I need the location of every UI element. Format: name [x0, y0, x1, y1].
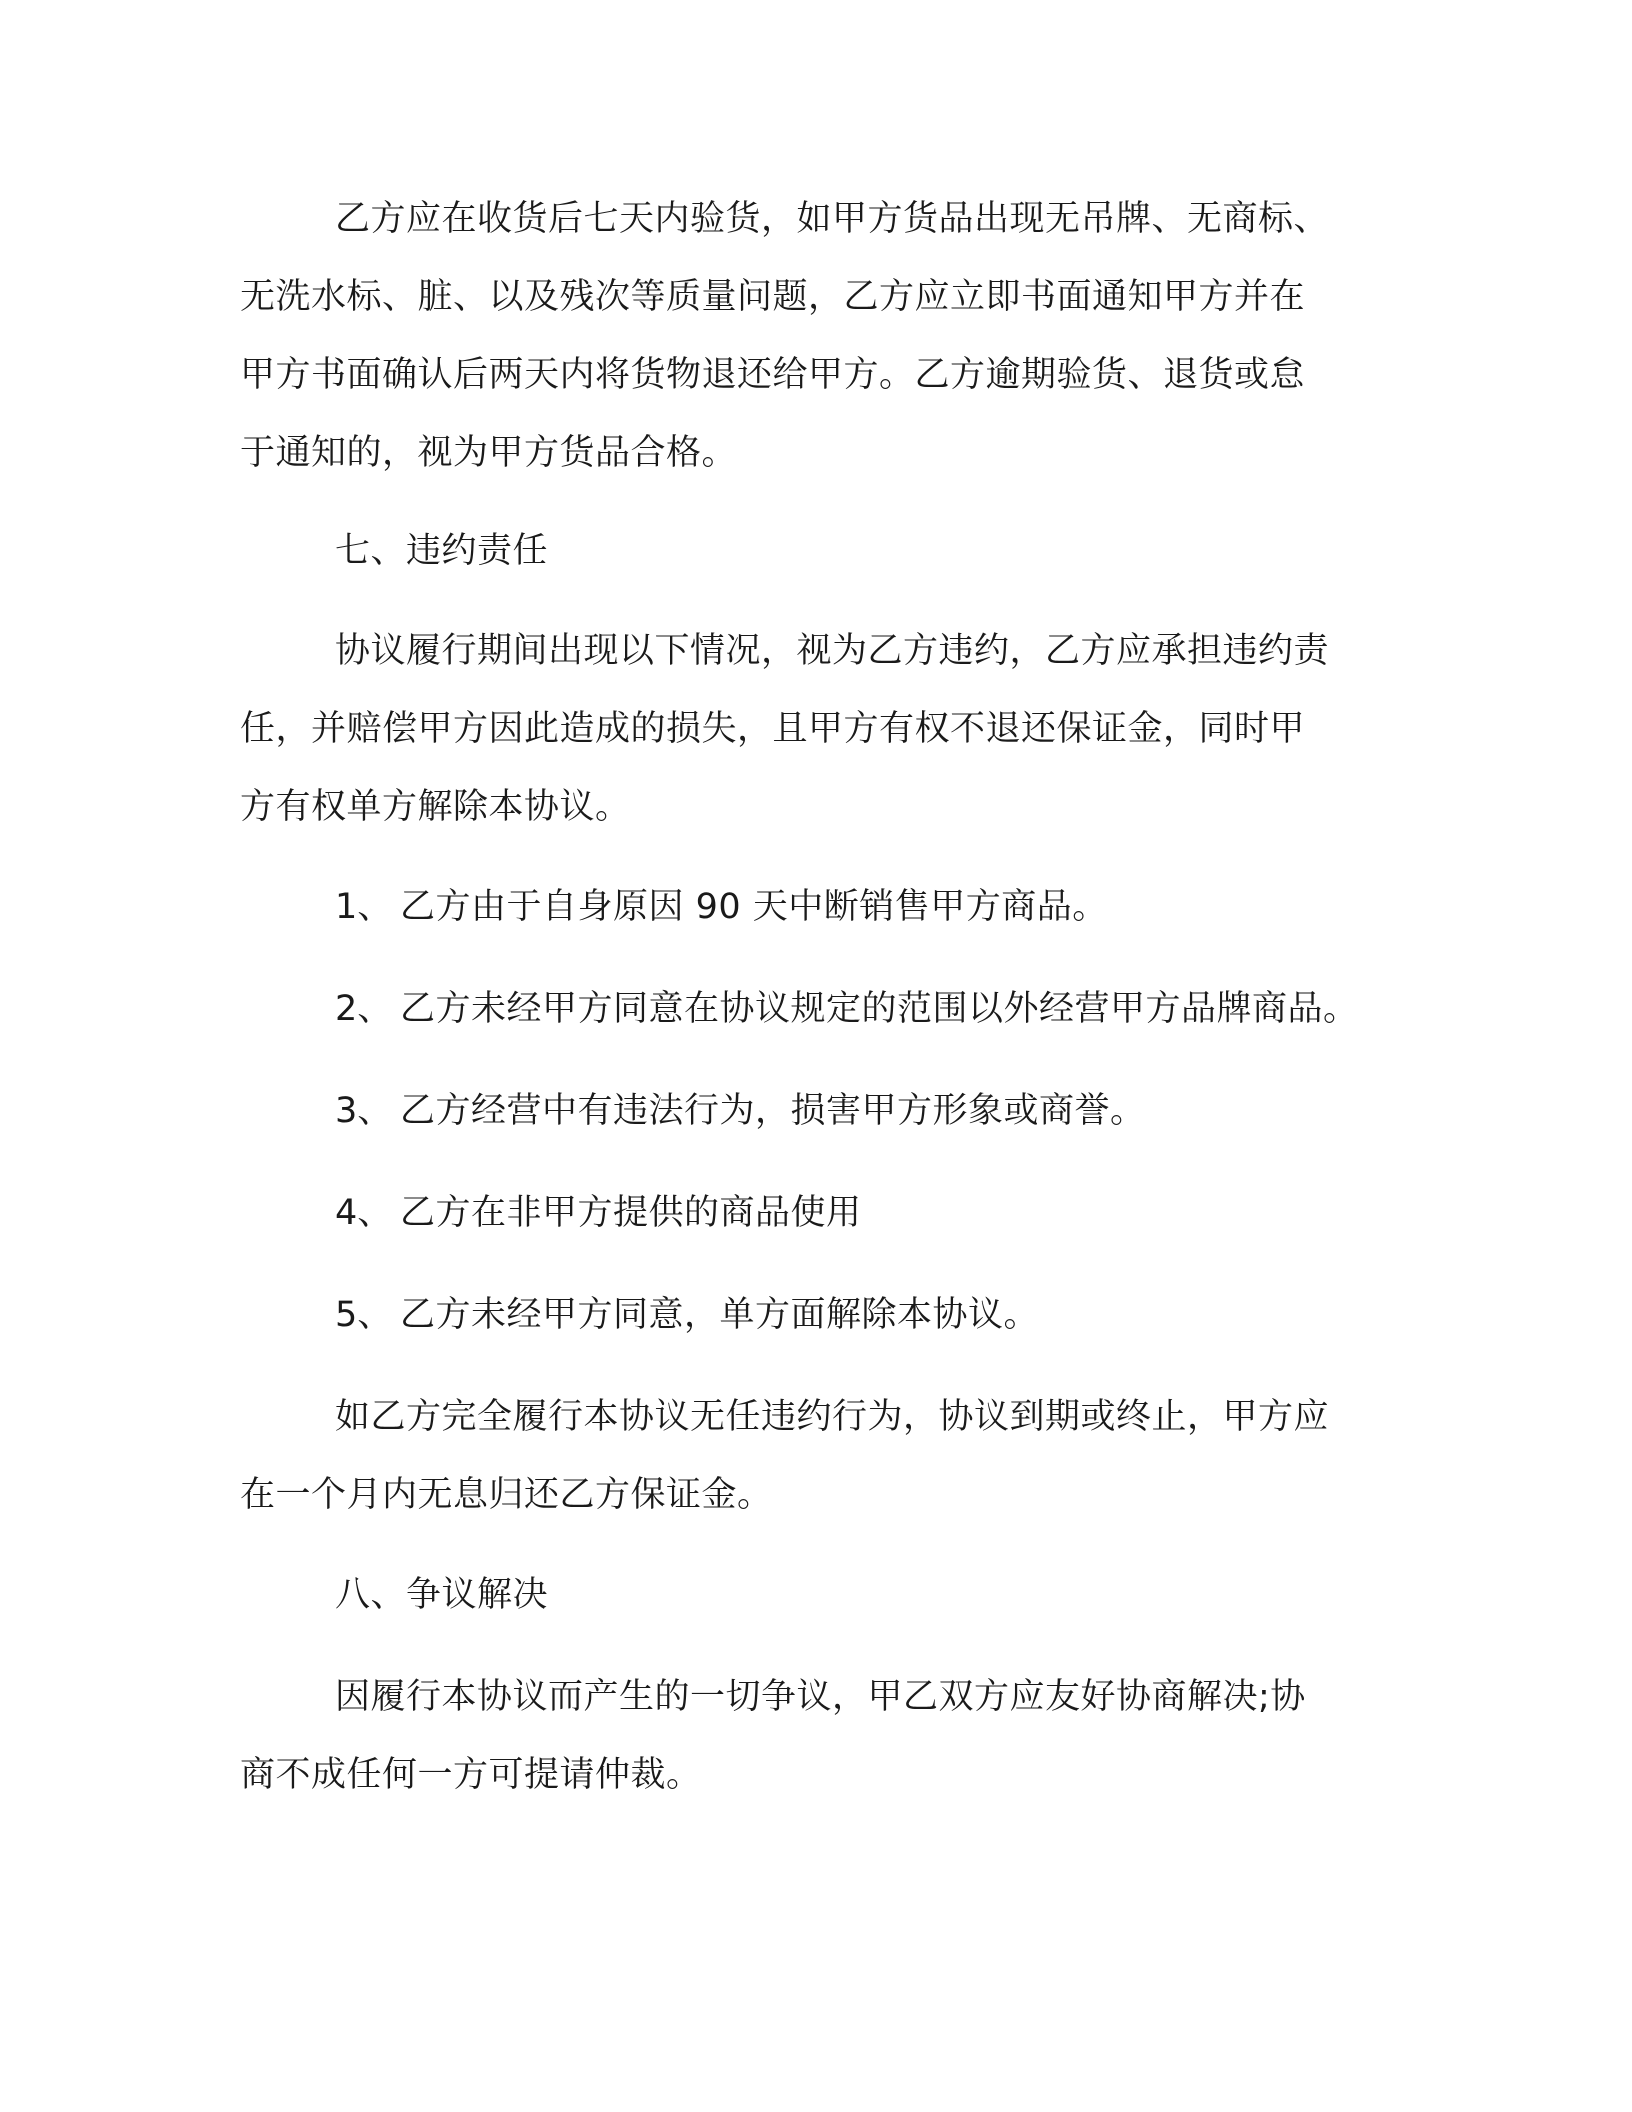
list-item-3-text: 乙方经营中有违法行为，损害甲方形象或商誉。 — [400, 1091, 1146, 1131]
list-item-5-text: 乙方未经甲方同意，单方面解除本协议。 — [400, 1295, 1040, 1335]
list-item-5-number: 5、 — [335, 1295, 393, 1335]
section-heading-7: 七、违约责任 — [335, 531, 549, 571]
list-item-2-number: 2、 — [335, 989, 393, 1029]
section-heading-8: 八、争议解决 — [335, 1575, 549, 1615]
paragraph-1-line-1: 乙方应在收货后七天内验货，如甲方货品出现无吊牌、无商标、 — [335, 199, 1330, 239]
list-item-3-number: 3、 — [335, 1091, 393, 1131]
paragraph-3-line-2: 在一个月内无息归还乙方保证金。 — [240, 1475, 773, 1515]
list-item-4-text: 乙方在非甲方提供的商品使用 — [400, 1193, 862, 1233]
paragraph-4-line-2: 商不成任何一方可提请仲裁。 — [240, 1755, 702, 1795]
paragraph-1-line-2: 无洗水标、脏、以及残次等质量问题，乙方应立即书面通知甲方并在 — [240, 277, 1306, 317]
paragraph-2-line-3: 方有权单方解除本协议。 — [240, 787, 631, 827]
paragraph-4-line-1: 因履行本协议而产生的一切争议，甲乙双方应友好协商解决;协 — [335, 1677, 1306, 1717]
paragraph-1-line-3: 甲方书面确认后两天内将货物退还给甲方。乙方逾期验货、退货或怠 — [240, 355, 1306, 395]
paragraph-1-line-4: 于通知的，视为甲方货品合格。 — [240, 433, 738, 473]
paragraph-2-line-1: 协议履行期间出现以下情况，视为乙方违约，乙方应承担违约责 — [335, 631, 1330, 671]
list-item-2-text: 乙方未经甲方同意在协议规定的范围以外经营甲方品牌商品。 — [400, 989, 1359, 1029]
paragraph-3-line-1: 如乙方完全履行本协议无任违约行为，协议到期或终止，甲方应 — [335, 1397, 1330, 1437]
paragraph-2-line-2: 任，并赔偿甲方因此造成的损失，且甲方有权不退还保证金，同时甲 — [240, 709, 1306, 749]
list-item-1-text: 乙方由于自身原因 90 天中断销售甲方商品。 — [400, 887, 1108, 927]
list-item-1-number: 1、 — [335, 887, 393, 927]
list-item-4-number: 4、 — [335, 1193, 393, 1233]
